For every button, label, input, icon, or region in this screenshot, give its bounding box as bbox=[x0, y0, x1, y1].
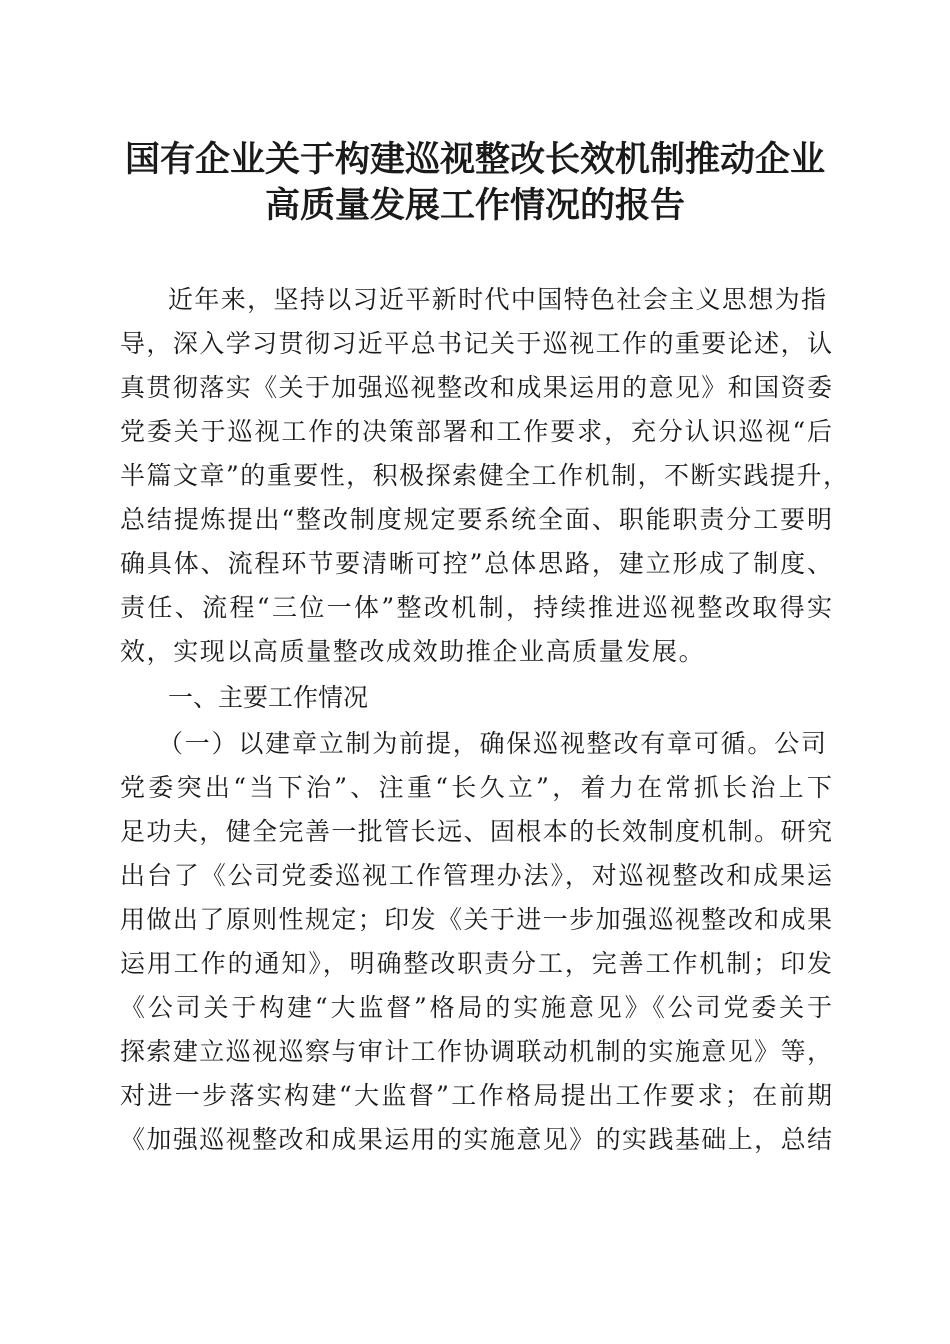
paragraph-line: 真贯彻落实《关于加强巡视整改和成果运用的意见》和国资委 bbox=[120, 373, 832, 402]
paragraph-line: 运用工作的通知》，明确整改职责分工，完善工作机制；印发 bbox=[120, 949, 832, 978]
paragraph-line: 《公司关于构建“大监督”格局的实施意见》《公司党委关于 bbox=[120, 993, 832, 1022]
paragraph-line: 出台了《公司党委巡视工作管理办法》，对巡视整改和成果运 bbox=[120, 861, 832, 890]
paragraph-line: 近年来，坚持以习近平新时代中国特色社会主义思想为指 bbox=[168, 285, 826, 314]
paragraph-line: 责任、流程“三位一体”整改机制，持续推进巡视整改取得实 bbox=[120, 593, 832, 622]
document-title-line-1: 国有企业关于构建巡视整改长效机制推动企业 bbox=[124, 139, 825, 180]
paragraph-line: 党委突出“当下治”、注重“长久立”，着力在常抓长治上下 bbox=[120, 773, 832, 802]
paragraph-line: 确具体、流程环节要清晰可控”总体思路，建立形成了制度、 bbox=[120, 549, 832, 578]
paragraph-line: 《加强巡视整改和成果运用的实施意见》的实践基础上，总结 bbox=[120, 1125, 832, 1154]
paragraph-line: 导，深入学习贯彻习近平总书记关于巡视工作的重要论述，认 bbox=[120, 329, 832, 358]
paragraph-line: （一）以建章立制为前提，确保巡视整改有章可循。公司 bbox=[158, 729, 826, 758]
paragraph-line: 用做出了原则性规定；印发《关于进一步加强巡视整改和成果 bbox=[120, 905, 832, 934]
section-heading: 一、主要工作情况 bbox=[168, 683, 369, 712]
paragraph-line: 总结提炼提出“整改制度规定要系统全面、职能职责分工要明 bbox=[120, 505, 832, 534]
paragraph-line: 党委关于巡视工作的决策部署和工作要求，充分认识巡视“后 bbox=[120, 417, 832, 446]
document-title-line-2: 高质量发展工作情况的报告 bbox=[264, 185, 685, 226]
paragraph-line: 效，实现以高质量整改成效助推企业高质量发展。 bbox=[120, 637, 706, 666]
paragraph-line: 对进一步落实构建“大监督”工作格局提出工作要求；在前期 bbox=[120, 1081, 832, 1110]
paragraph-line: 探索建立巡视巡察与审计工作协调联动机制的实施意见》等， bbox=[120, 1037, 832, 1066]
paragraph-line: 足功夫，健全完善一批管长远、固根本的长效制度机制。研究 bbox=[120, 817, 832, 846]
paragraph-line: 半篇文章”的重要性，积极探索健全工作机制，不断实践提升， bbox=[120, 461, 848, 490]
